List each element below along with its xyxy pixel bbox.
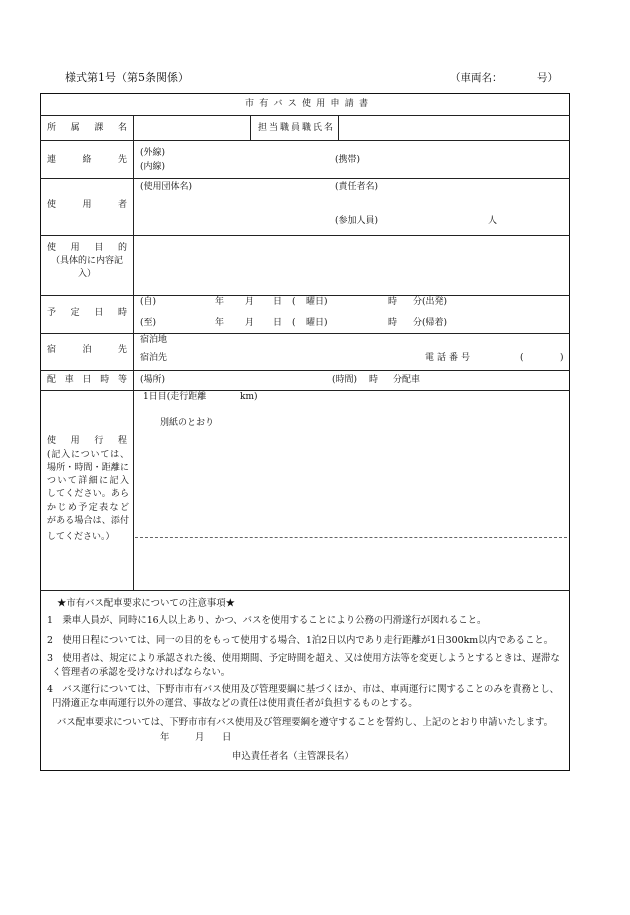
itinerary-note-line: (記入については、 — [47, 450, 129, 460]
department-label: 所属課名 — [47, 123, 127, 133]
itinerary-note-line: かじめ予定表など — [47, 503, 129, 513]
schedule-start-minute: 分(出発) — [413, 297, 448, 307]
schedule-start-month: 月 — [245, 297, 255, 307]
day1-distance-unit: km) — [240, 392, 258, 402]
schedule-end-day: 日 — [273, 318, 283, 328]
responsible-person-field: (責任者名) — [335, 182, 379, 192]
schedule-end-weekday: 曜日) — [306, 318, 328, 328]
form-title: 市有バス使用申請書 — [245, 99, 368, 109]
schedule-end-minute: 分(帰着) — [413, 318, 448, 328]
contact-label: 連絡先 — [47, 155, 127, 165]
schedule-start-weekday-open: ( — [292, 297, 296, 307]
row-divider — [40, 370, 570, 371]
schedule-start-day: 日 — [273, 297, 283, 307]
application-date-year: 年 — [160, 732, 170, 743]
schedule-start-prefix: (自) — [140, 297, 157, 307]
note-item-4: 4 バス運行については、下野市市有バス使用及び管理要綱に基づくほか、市は、車両運行に関することのみを責務とし、 — [47, 684, 560, 695]
phone-close-paren: ) — [560, 353, 564, 363]
itinerary-note-line: がある場合は、添付 — [47, 516, 129, 526]
itinerary-note-line: してください。あら — [47, 489, 129, 499]
form-number: 様式第1号（第5条関係） — [65, 71, 189, 84]
internal-line-field: (内線) — [140, 162, 166, 172]
row-divider — [40, 390, 570, 391]
lodging-facility-field: 宿泊先 — [140, 353, 168, 363]
purpose-note-line: 入） — [77, 269, 96, 279]
schedule-end-prefix: (至) — [140, 318, 157, 328]
row-divider — [40, 590, 570, 591]
schedule-end-month: 月 — [245, 318, 255, 328]
dispatch-hour: 時 — [369, 375, 379, 385]
note-item-1: 1 乗車人員が、同時に16人以上あり、かつ、バスを使用することにより公務の円滑遂行が図れること。 — [47, 615, 487, 626]
dispatch-place-field: (場所) — [140, 375, 166, 385]
row-divider — [40, 333, 570, 334]
application-date-day: 日 — [222, 732, 232, 743]
notes-heading: ★市有バス配車要求についての注意事項★ — [57, 598, 235, 609]
purpose-note-line: （具体的に内容記 — [50, 256, 123, 266]
itinerary-label: 使用行程 — [47, 436, 127, 446]
itinerary-note-line: ついて詳細に記入 — [47, 476, 129, 486]
schedule-start-weekday: 曜日) — [306, 297, 328, 307]
cell-divider — [250, 115, 251, 140]
dispatch-time-field: (時間) — [332, 375, 358, 385]
row-divider — [40, 178, 570, 179]
phone-open-paren: ( — [520, 353, 524, 363]
dispatch-label: 配車日時等 — [47, 375, 127, 385]
row-divider — [40, 295, 570, 296]
schedule-label: 予定日時 — [47, 308, 127, 318]
note-item-2: 2 使用日程については、同一の目的をもって使用する場合、1泊2日以内であり走行距離が1日300km以内であること。 — [47, 635, 554, 646]
vehicle-name-suffix: 号） — [537, 72, 558, 84]
lodging-place-field: 宿泊地 — [140, 335, 168, 345]
schedule-end-hour: 時 — [388, 318, 398, 328]
attachment-note: 別紙のとおり — [160, 418, 215, 428]
row-divider — [40, 140, 570, 141]
external-line-field: (外線) — [140, 148, 166, 158]
vehicle-name-prefix: （車両名： — [450, 72, 503, 84]
schedule-end-year: 年 — [215, 318, 225, 328]
pledge-statement: バス配車要求については、下野市市有バス使用及び管理要綱を遵守することを誓約し、上記のとおり申請いたします。 — [57, 717, 553, 728]
purpose-label: 使用目的 — [47, 243, 127, 253]
note-item-3: 3 使用者は、規定により承認された後、使用期間、予定時間を超え、又は使用方法等を変更しようとするときは、遅滞な — [47, 653, 560, 664]
user-label: 使用者 — [47, 200, 127, 210]
itinerary-note-line: 場所・時間・距離に — [47, 463, 129, 473]
cell-divider — [338, 115, 339, 140]
note-item-3-continued: く管理者の承認を受けなければならない。 — [52, 667, 231, 678]
mobile-field: (携帯) — [335, 155, 361, 165]
label-column-divider — [133, 115, 134, 590]
schedule-start-year: 年 — [215, 297, 225, 307]
row-divider — [40, 235, 570, 236]
applicant-name-label: 申込責任者名（主管課長名） — [232, 751, 354, 762]
application-date-month: 月 — [195, 732, 205, 743]
schedule-end-weekday-open: ( — [292, 318, 296, 328]
itinerary-dashed-divider — [135, 537, 567, 538]
dispatch-minute: 分配車 — [393, 375, 421, 385]
lodging-label: 宿泊先 — [47, 345, 127, 355]
schedule-start-hour: 時 — [388, 297, 398, 307]
group-name-field: (使用団体名) — [140, 182, 193, 192]
row-divider — [40, 115, 570, 116]
note-item-4-continued: 円滑適正な車両運行以外の運営、事故などの責任は使用責任者が負担するものとする。 — [52, 698, 418, 709]
participants-unit: 人 — [488, 216, 498, 226]
day1-distance-field: 1日目(走行距離 — [143, 392, 207, 402]
itinerary-note-line: してください。） — [47, 532, 115, 542]
participants-field: (参加人員) — [335, 216, 379, 226]
staff-name-label: 担当職員職氏名 — [258, 123, 333, 133]
phone-number-label: 電話番号 — [425, 353, 470, 363]
